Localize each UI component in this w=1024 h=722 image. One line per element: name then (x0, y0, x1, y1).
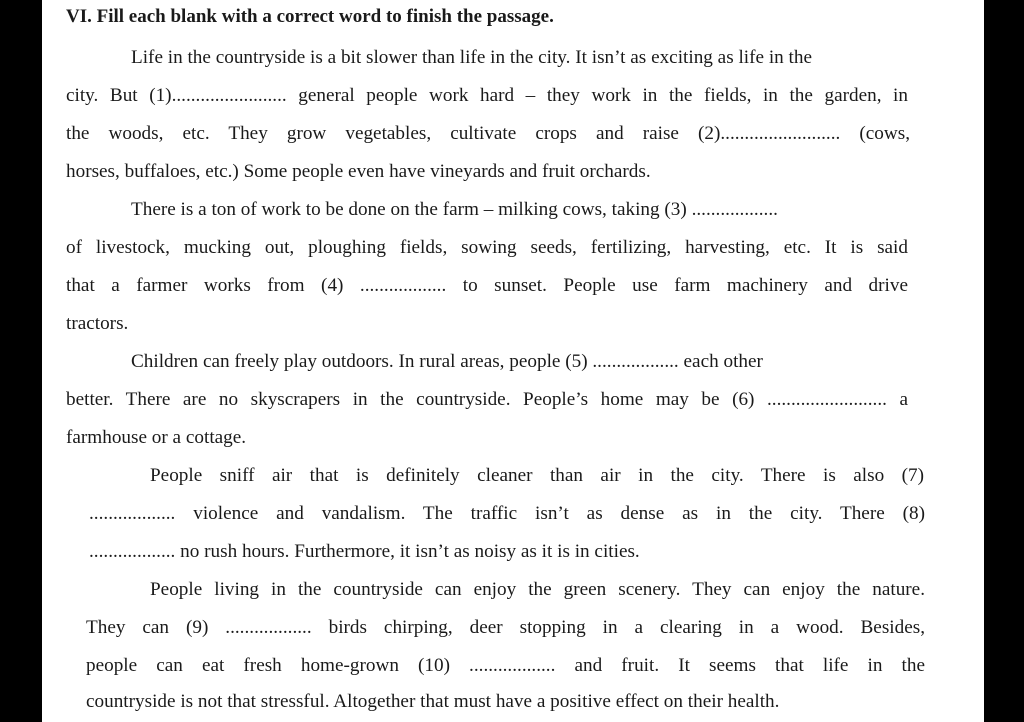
passage-line-5: There is a ton of work to be done on the farm – milking cows, taking (3) .................. (131, 199, 778, 220)
exercise-heading: VI. Fill each blank with a correct word to finish the passage. (66, 6, 554, 27)
passage-line-1: Life in the countryside is a bit slower than life in the city. It isn’t as exciting as life in the (131, 47, 812, 68)
passage-line-12: People sniff air that is definitely cleaner than air in the city. There is also (7) (150, 465, 924, 486)
passage-line-10: better. There are no skyscrapers in the countryside. People’s home may be (6) ......................... a (66, 389, 908, 410)
passage-line-11: farmhouse or a cottage. (66, 427, 247, 448)
worksheet-page (42, 0, 984, 722)
passage-line-15: People living in the countryside can enjoy the green scenery. They can enjoy the nature. (150, 579, 925, 600)
passage-line-16: They can (9) .................. birds chirping, deer stopping in a clearing in a wood. Besides, (86, 617, 925, 638)
passage-line-7: that a farmer works from (4) .................. to sunset. People use farm machinery and drive (66, 275, 908, 296)
passage-line-6: of livestock, mucking out, ploughing fields, sowing seeds, fertilizing, harvesting, etc. It is said (66, 237, 908, 258)
passage-line-3: the woods, etc. They grow vegetables, cultivate crops and raise (2)......................... (cows, (66, 123, 910, 144)
passage-line-8: tractors. (66, 313, 129, 334)
passage-line-2: city. But (1)........................ general people work hard – they work in the fields, in the garden, in (66, 85, 908, 106)
passage-line-9: Children can freely play outdoors. In rural areas, people (5) .................. each other (131, 351, 763, 372)
passage-line-18: countryside is not that stressful. Altogether that must have a positive effect on their health. (86, 691, 780, 712)
passage-line-14: .................. no rush hours. Furthermore, it isn’t as noisy as it is in cities. (89, 541, 640, 562)
passage-line-4: horses, buffaloes, etc.) Some people even have vineyards and fruit orchards. (66, 161, 651, 182)
passage-line-13: .................. violence and vandalism. The traffic isn’t as dense as in the city. There (8) (89, 503, 925, 524)
passage-line-17: people can eat fresh home-grown (10) .................. and fruit. It seems that life in the (86, 655, 925, 676)
